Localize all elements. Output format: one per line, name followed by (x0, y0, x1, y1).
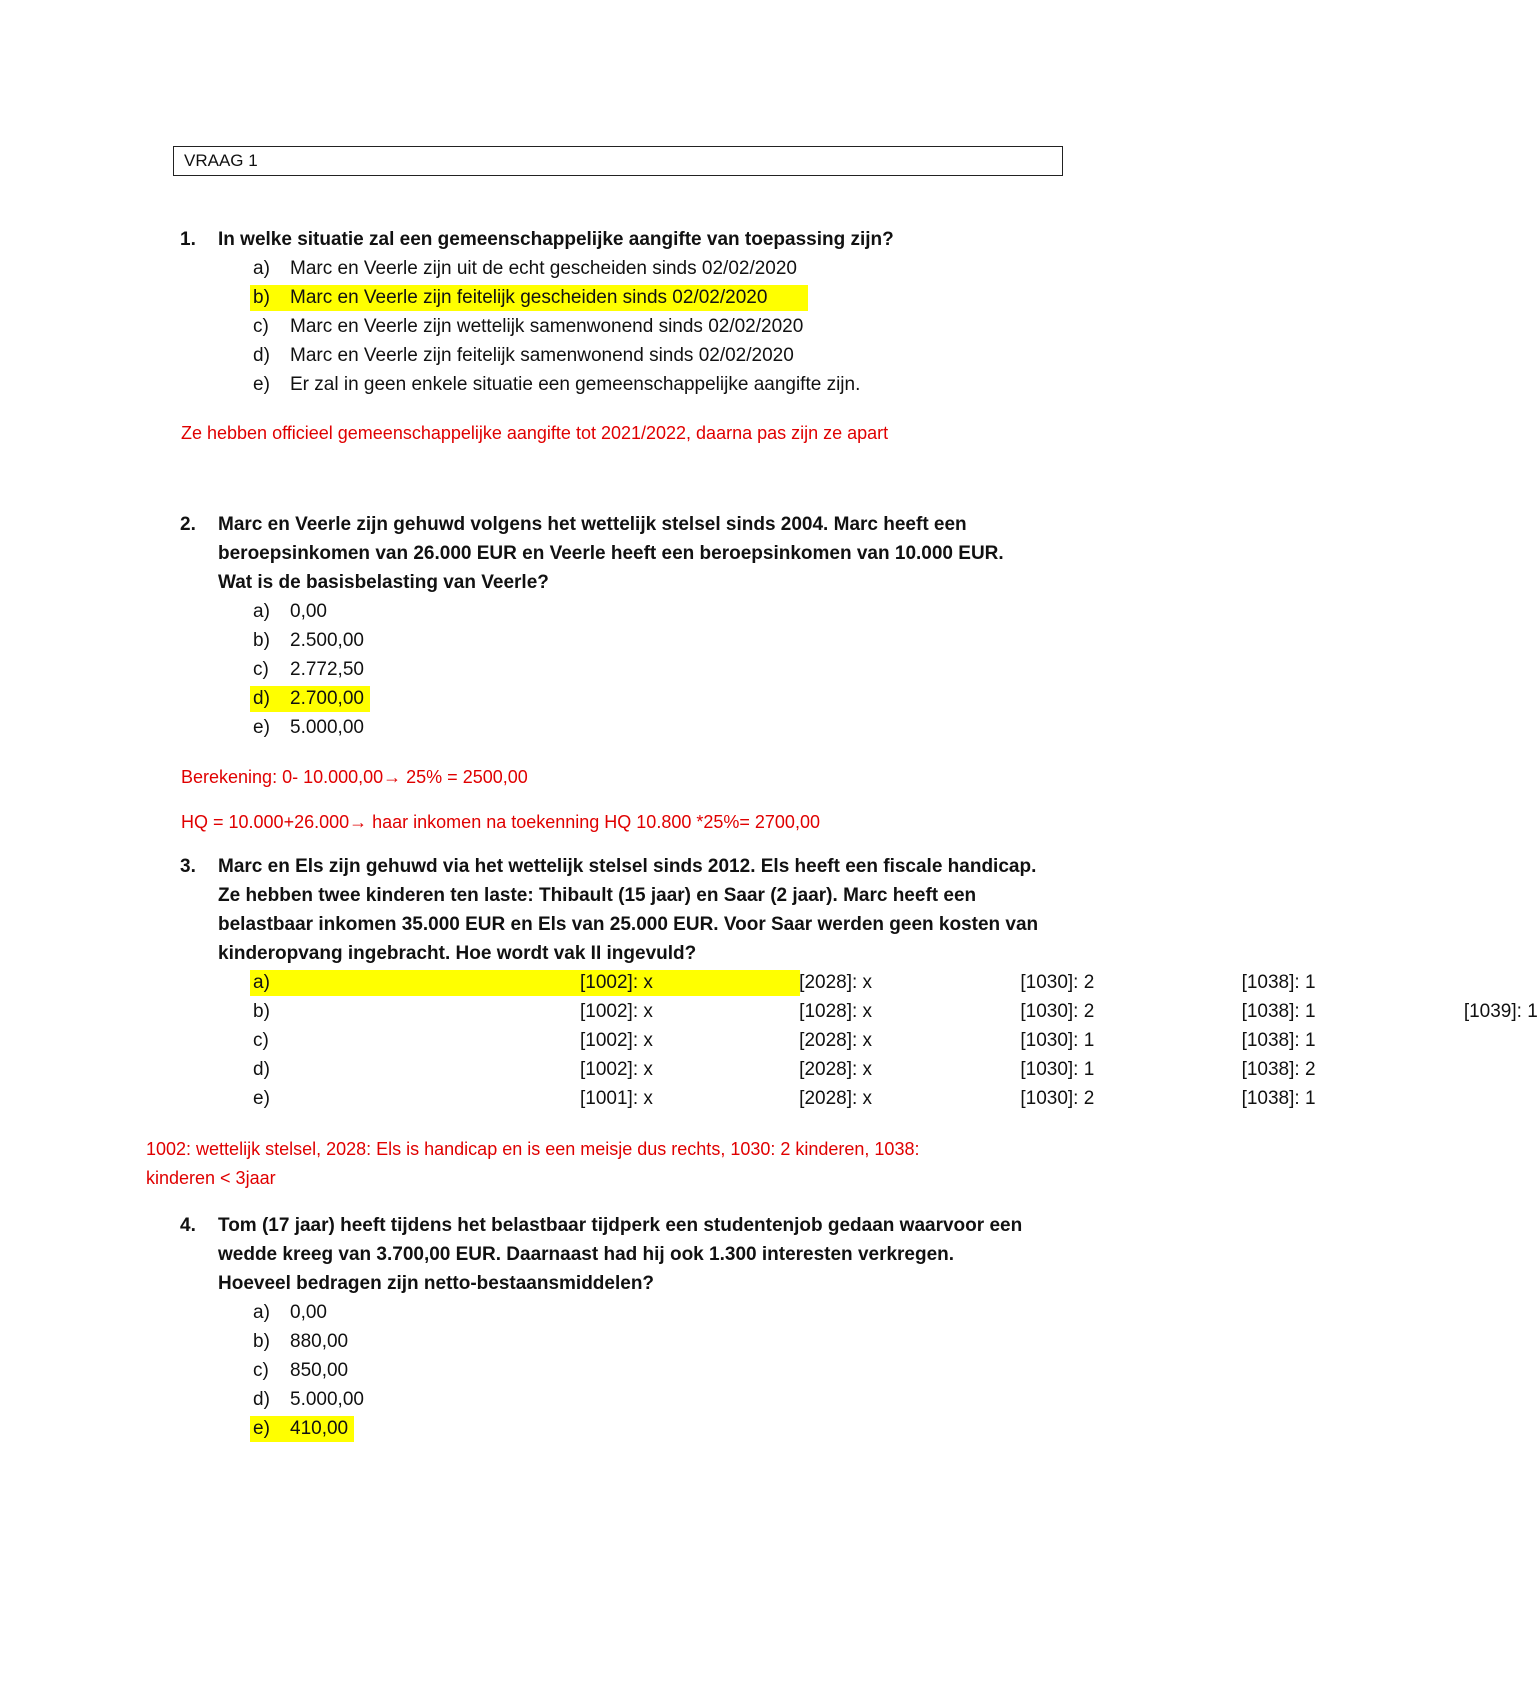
answer-note-2a: Berekening: 0- 10.000,00→ 25% = 2500,00 (181, 767, 528, 787)
question-1-text: 1. In welke situatie zal een gemeenschappelijke aangifte van toepassing zijn? (0, 225, 1078, 254)
question-3-text: 3. Marc en Els zijn gehuwd via het wettelijk stelsel sinds 2012. Els heeft een fiscale handicap. Ze hebben twee kinderen ten laste: Thibault (15 jaar) en Saar (2 jaar). Marc heeft een belastbaar inkomen 35.000 EUR en Els van 25.000 EUR. Voor Saar werden geen kosten van kinderopvang ingebracht. Hoe wordt vak II ingevuld? (0, 852, 1098, 968)
header-label: VRAAG 1 (184, 151, 258, 170)
option-a: a) Marc en Veerle zijn uit de echt gescheiden sinds 02/02/2020 (253, 258, 797, 279)
answer-note-3: 1002: wettelijk stelsel, 2028: Els is handicap en is een meisje dus rechts, 1030: 2 kinderen, 1038: kinderen < 3jaar (146, 1139, 920, 1188)
option-d: d) 5.000,00 (253, 1389, 364, 1410)
question-4 (0, 1211, 1200, 1443)
option-b: b) 2.500,00 (253, 630, 364, 651)
question-header-box (173, 146, 1063, 176)
option-b: b) [1002]: x [1028]: x [1030]: 2 [1038]: 1 [1039]: 1 (253, 1001, 1538, 1022)
option-c: c) Marc en Veerle zijn wettelijk samenwonend sinds 02/02/2020 (253, 316, 804, 337)
question-2-text: 2. Marc en Veerle zijn gehuwd volgens het wettelijk stelsel sinds 2004. Marc heeft een beroepsinkomen van 26.000 EUR en Veerle heeft een beroepsinkomen van 10.000 EUR. Wat is de basisbelasting van Veerle? (0, 510, 1078, 597)
question-number: 4. (180, 1215, 196, 1236)
question-2-options (0, 597, 1200, 742)
question-4-options (0, 1298, 1200, 1443)
option-a: a) 0,00 (253, 601, 327, 622)
question-number: 2. (180, 514, 196, 535)
option-e-highlighted: e) 410,00 (0, 1414, 1200, 1443)
option-d-highlighted: d) 2.700,00 (0, 684, 1200, 713)
question-number: 1. (180, 229, 196, 250)
option-e: e) 5.000,00 (253, 717, 364, 738)
option-c: c) [1002]: x [2028]: x [1030]: 1 [1038]: 1 (253, 1030, 1316, 1051)
question-1-options (0, 254, 1200, 399)
option-d: d) [1002]: x [2028]: x [1030]: 1 [1038]: 2 (253, 1059, 1316, 1080)
option-c: c) 850,00 (253, 1360, 349, 1381)
option-a-highlighted: a) [1002]: x [2028]: x [1030]: 2 [1038]: 1 (0, 968, 1200, 997)
question-3 (0, 852, 1538, 1113)
answer-note-1: Ze hebben officieel gemeenschappelijke aangifte tot 2021/2022, daarna pas zijn ze apart (181, 423, 889, 443)
question-1 (0, 225, 1200, 399)
option-e: e) [1001]: x [2028]: x [1030]: 2 [1038]: 1 (253, 1088, 1316, 1109)
option-b-highlighted: b) Marc en Veerle zijn feitelijk gescheiden sinds 02/02/2020 (0, 283, 1200, 312)
question-4-text: 4. Tom (17 jaar) heeft tijdens het belastbaar tijdperk een studentenjob gedaan waarvoor een wedde kreeg van 3.700,00 EUR. Daarnaast had hij ook 1.300 interesten verkregen. Hoeveel bedragen zijn netto-bestaansmiddelen? (0, 1211, 1098, 1298)
question-number: 3. (180, 856, 196, 877)
option-a: a) 0,00 (253, 1302, 327, 1323)
question-2 (0, 510, 1200, 742)
option-c: c) 2.772,50 (253, 659, 364, 680)
option-b: b) 880,00 (253, 1331, 349, 1352)
answer-note-2b: HQ = 10.000+26.000→ haar inkomen na toekenning HQ 10.800 *25%= 2700,00 (181, 812, 820, 832)
question-3-options (0, 968, 1538, 1113)
option-d: d) Marc en Veerle zijn feitelijk samenwonend sinds 02/02/2020 (253, 345, 794, 366)
option-e: e) Er zal in geen enkele situatie een gemeenschappelijke aangifte zijn. (253, 374, 861, 395)
